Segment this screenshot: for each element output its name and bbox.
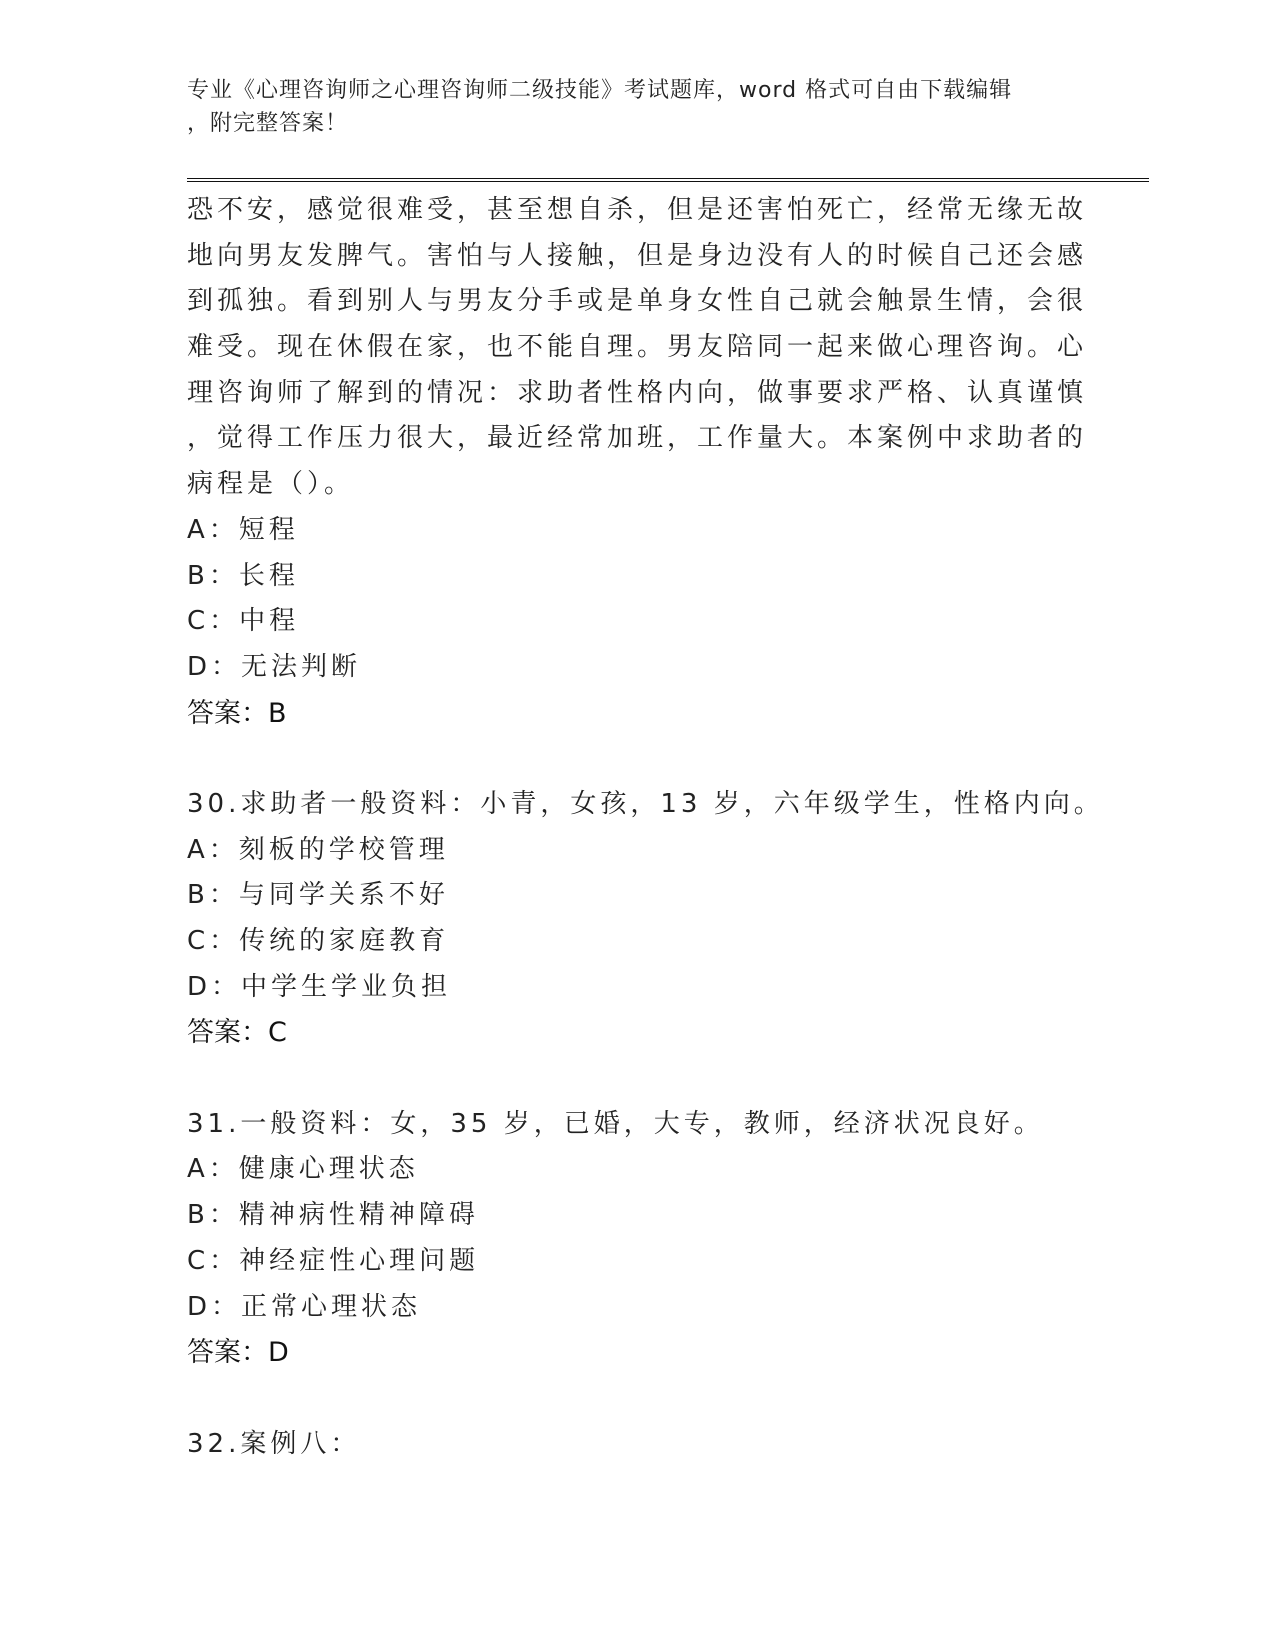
question-29 (187, 188, 1087, 736)
document-body (187, 188, 1104, 1467)
answer-line: 答案：D (187, 1337, 289, 1369)
question-32 (187, 1422, 1087, 1468)
option-c: C：中程 (187, 606, 300, 637)
option-b: B：长程 (187, 560, 299, 591)
answer-line: 答案：C (187, 1017, 287, 1049)
question-stem: 31.一般资料：女，35 岁，已婚，大专，教师，经济状况良好。 (187, 1108, 1044, 1139)
option-b: B：精神病性精神障碍 (187, 1200, 479, 1231)
header-line-1: 专业《心理咨询师之心理咨询师二级技能》考试题库，word 格式可自由下载编辑 (187, 78, 1013, 103)
question-stem-line: 恐不安，感觉很难受，甚至想自杀，但是还害怕死亡，经常无缘无故 (187, 195, 1088, 225)
spacer (187, 1376, 1087, 1422)
question-stem: 32.案例八： (187, 1428, 361, 1459)
question-stem-line: 理咨询师了解到的情况：求助者性格内向，做事要求严格、认真谨慎 (187, 377, 1088, 408)
header-line-2: ，附完整答案！ (187, 111, 349, 136)
question-31 (187, 1102, 1087, 1376)
option-a: A：刻板的学校管理 (187, 834, 449, 865)
question-stem: 30.求助者一般资料：小青，女孩，13 岁，六年级学生，性格内向。 (187, 788, 1104, 819)
option-c: C：神经症性心理问题 (187, 1245, 480, 1276)
option-d: D：中学生学业负担 (187, 971, 452, 1002)
question-stem-line: ，觉得工作压力很大，最近经常加班，工作量大。本案例中求助者的 (187, 423, 1088, 454)
option-d: D：正常心理状态 (187, 1291, 422, 1322)
question-stem-line: 难受。现在休假在家，也不能自理。男友陪同一起来做心理咨询。心 (187, 332, 1088, 363)
document-header (187, 74, 1087, 140)
question-30 (187, 782, 1104, 1056)
header-divider (187, 178, 1149, 182)
answer-line: 答案：B (187, 697, 287, 729)
option-b: B：与同学关系不好 (187, 880, 449, 911)
option-a: A：短程 (187, 514, 299, 545)
question-stem-line: 地向男友发脾气。害怕与人接触，但是身边没有人的时候自己还会感 (187, 240, 1088, 271)
spacer (187, 1056, 1087, 1102)
question-stem-line: 到孤独。看到别人与男友分手或是单身女性自己就会触景生情，会很 (187, 286, 1088, 317)
spacer (187, 736, 1087, 782)
option-d: D：无法判断 (187, 651, 362, 682)
question-stem-line: 病程是（）。 (187, 469, 355, 500)
option-a: A：健康心理状态 (187, 1154, 419, 1185)
option-c: C：传统的家庭教育 (187, 926, 450, 956)
